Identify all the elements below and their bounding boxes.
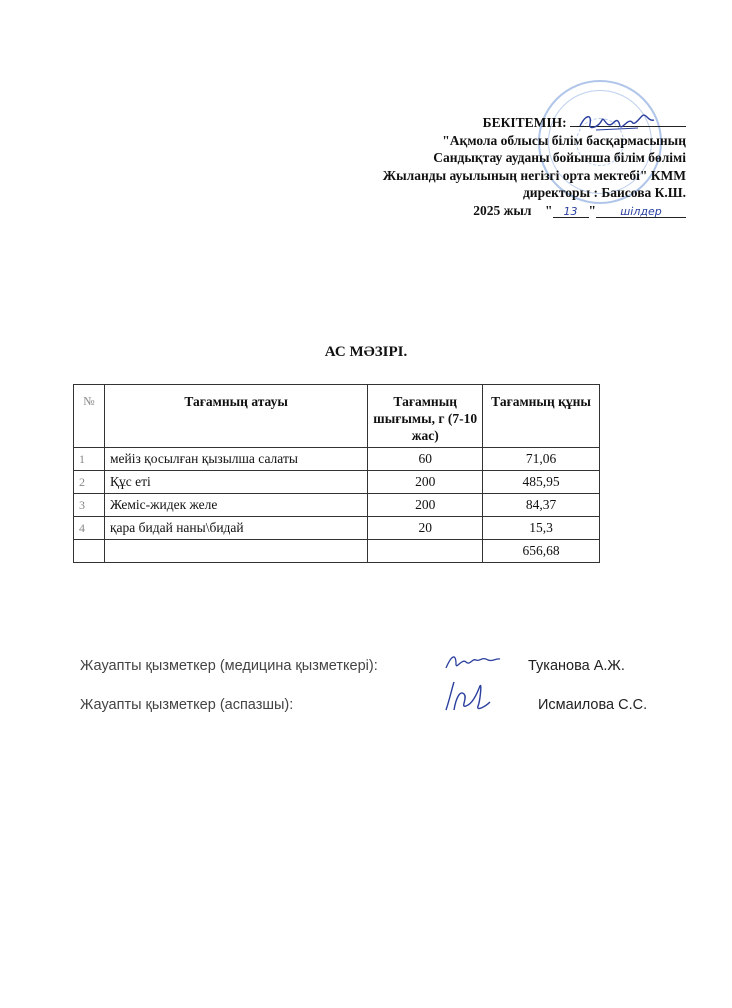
date-month: шілдер bbox=[596, 203, 686, 218]
date-day: 13 bbox=[553, 203, 589, 218]
row-dish-price: 84,37 bbox=[483, 494, 600, 517]
medical-staff-signature bbox=[444, 650, 502, 672]
approval-line-2: Сандықтау ауданы бойынша білім бөлімі bbox=[433, 150, 686, 165]
approval-line-1: "Ақмола облысы білім басқармасының bbox=[442, 132, 686, 148]
row-number: 3 bbox=[74, 494, 105, 517]
table-row bbox=[74, 471, 600, 494]
row-dish-name: қара бидай наны\бидай bbox=[104, 517, 367, 540]
row-dish-weight: 60 bbox=[368, 448, 483, 471]
approval-date-line bbox=[266, 202, 686, 220]
cook-staff-line bbox=[80, 697, 648, 713]
table-total-row bbox=[74, 540, 600, 563]
approval-date-year: 2025 жыл bbox=[473, 202, 532, 218]
row-dish-weight: 200 bbox=[368, 494, 483, 517]
table-header-row bbox=[74, 385, 600, 448]
row-dish-weight: 200 bbox=[368, 471, 483, 494]
row-number: 2 bbox=[74, 471, 105, 494]
table-row bbox=[74, 517, 600, 540]
row-number: 1 bbox=[74, 448, 105, 471]
cook-staff-signature bbox=[440, 676, 492, 716]
date-quote-open: " bbox=[545, 202, 553, 218]
medical-staff-name: Туканова А.Ж. bbox=[528, 658, 625, 674]
page-title: АС МӘЗІРІ. bbox=[324, 344, 408, 360]
row-number: 4 bbox=[74, 517, 105, 540]
total-empty-cell bbox=[74, 540, 105, 563]
approval-line-3: Жыланды ауылының негізгі орта мектебі" КММ bbox=[382, 167, 686, 183]
row-dish-name: мейіз қосылған қызылша салаты bbox=[104, 448, 367, 471]
cook-staff-label: Жауапты қызметкер (аспазшы): bbox=[80, 697, 294, 713]
header-dish-price: Тағамның құны bbox=[483, 385, 600, 448]
row-dish-price: 15,3 bbox=[483, 517, 600, 540]
menu-table bbox=[73, 384, 600, 563]
row-dish-name: Жеміс-жидек желе bbox=[104, 494, 367, 517]
date-quote-close: " bbox=[588, 202, 596, 218]
approval-line-4: директоры : Баисова К.Ш. bbox=[522, 185, 686, 200]
medical-staff-label: Жауапты қызметкер (медицина қызметкері): bbox=[80, 658, 378, 674]
medical-staff-line bbox=[80, 658, 625, 674]
director-signature bbox=[576, 108, 658, 136]
header-number: № bbox=[74, 385, 105, 448]
row-dish-name: Құс еті bbox=[104, 471, 367, 494]
table-row bbox=[74, 448, 600, 471]
row-dish-price: 485,95 bbox=[483, 471, 600, 494]
cook-staff-name: Исмаилова С.С. bbox=[538, 697, 648, 713]
header-dish-name: Тағамның атауы bbox=[104, 385, 367, 448]
row-dish-weight: 20 bbox=[368, 517, 483, 540]
header-dish-weight: Тағамның шығымы, г (7-10 жас) bbox=[368, 385, 483, 448]
total-empty-cell bbox=[104, 540, 367, 563]
total-empty-cell bbox=[368, 540, 483, 563]
approval-heading: БЕКІТЕМІН: bbox=[482, 115, 567, 130]
table-row bbox=[74, 494, 600, 517]
row-dish-price: 71,06 bbox=[483, 448, 600, 471]
total-price: 656,68 bbox=[483, 540, 600, 563]
